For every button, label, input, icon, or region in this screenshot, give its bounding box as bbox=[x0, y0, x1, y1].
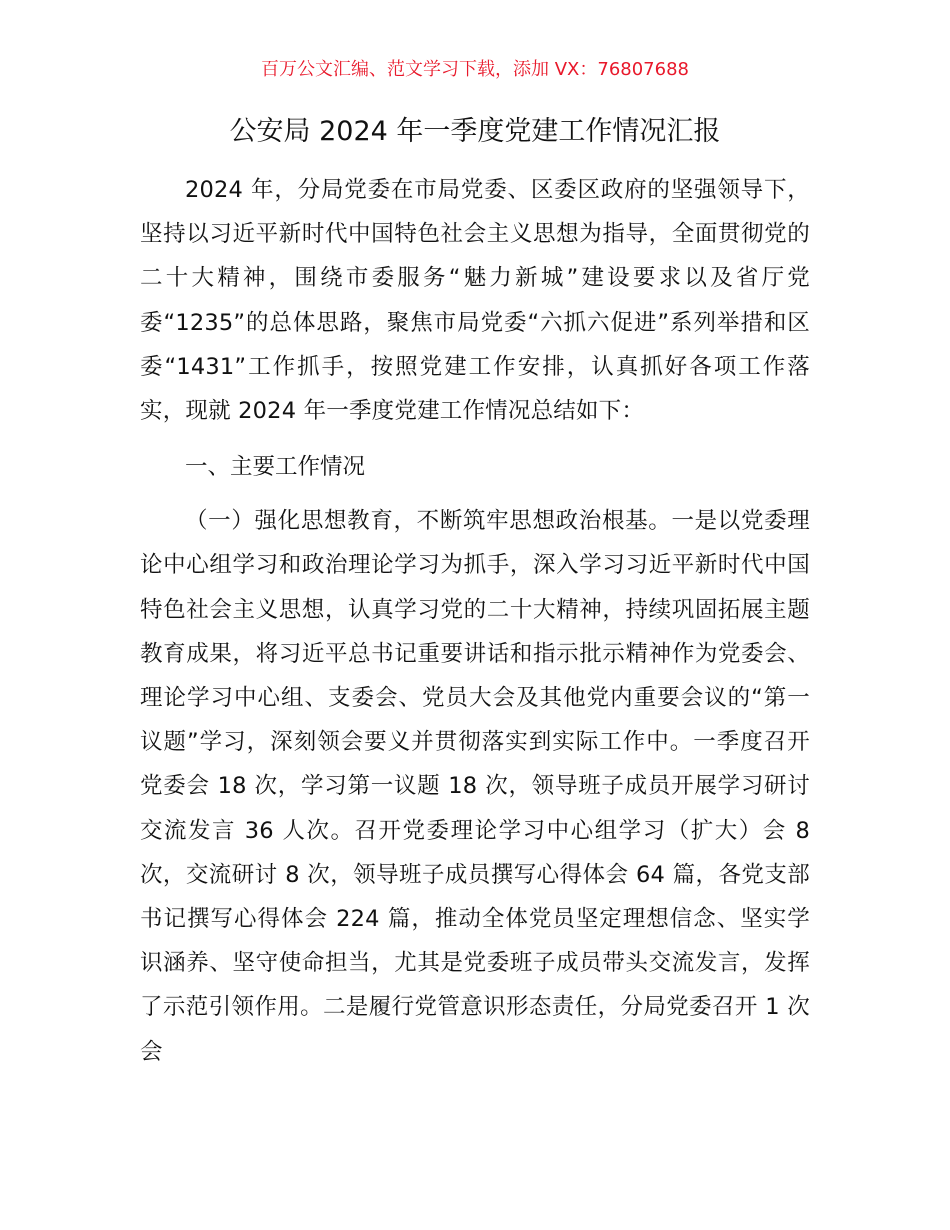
section-paragraph: （一）强化思想教育，不断筑牢思想政治根基。一是以党委理论中心组学习和政治理论学习为抓手，深入学习习近平新时代中国特色社会主义思想，认真学习党的二十大精神，持续巩固拓展主题教育成果，将习近平总书记重要讲话和指示批示精神作为党委会、理论学习中心组、支委会、党员大会及其他党内重要会议的“第一议题”学习，深刻领会要义并贯彻落实到实际工作中。一季度召开党委会 18 次，学习第一议题 18 次，领导班子成员开展学习研讨交流发言 36 人次。召开党委理论学习中心组学习（扩大）会 8 次，交流研讨 8 次，领导班子成员撰写心得体会 64 篇，各党支部书记撰写心得体会 224 篇，推动全体党员坚定理想信念、坚实学识涵养、坚守使命担当，尤其是党委班子成员带头交流发言，发挥了示范引领作用。二是履行党管意识形态责任，分局党委召开 1 次会 bbox=[140, 508, 810, 1065]
section-heading: 一、主要工作情况 bbox=[185, 454, 366, 481]
intro-paragraph: 2024 年，分局党委在市局党委、区委区政府的坚强领导下，坚持以习近平新时代中国特色社会主义思想为指导，全面贯彻党的二十大精神，围绕市委服务“魅力新城”建设要求以及省厅党委“1235”的总体思路，聚焦市局党委“六抓六促进”系列举措和区委“1431”工作抓手，按照党建工作安排，认真抓好各项工作落实，现就 2024 年一季度党建工作情况总结如下： bbox=[140, 177, 810, 425]
document-title: 公安局 2024 年一季度党建工作情况汇报 bbox=[229, 116, 721, 147]
document-body bbox=[140, 168, 810, 1074]
header-watermark-note: 百万公文汇编、范文学习下载，添加 VX：76807688 bbox=[261, 59, 689, 80]
